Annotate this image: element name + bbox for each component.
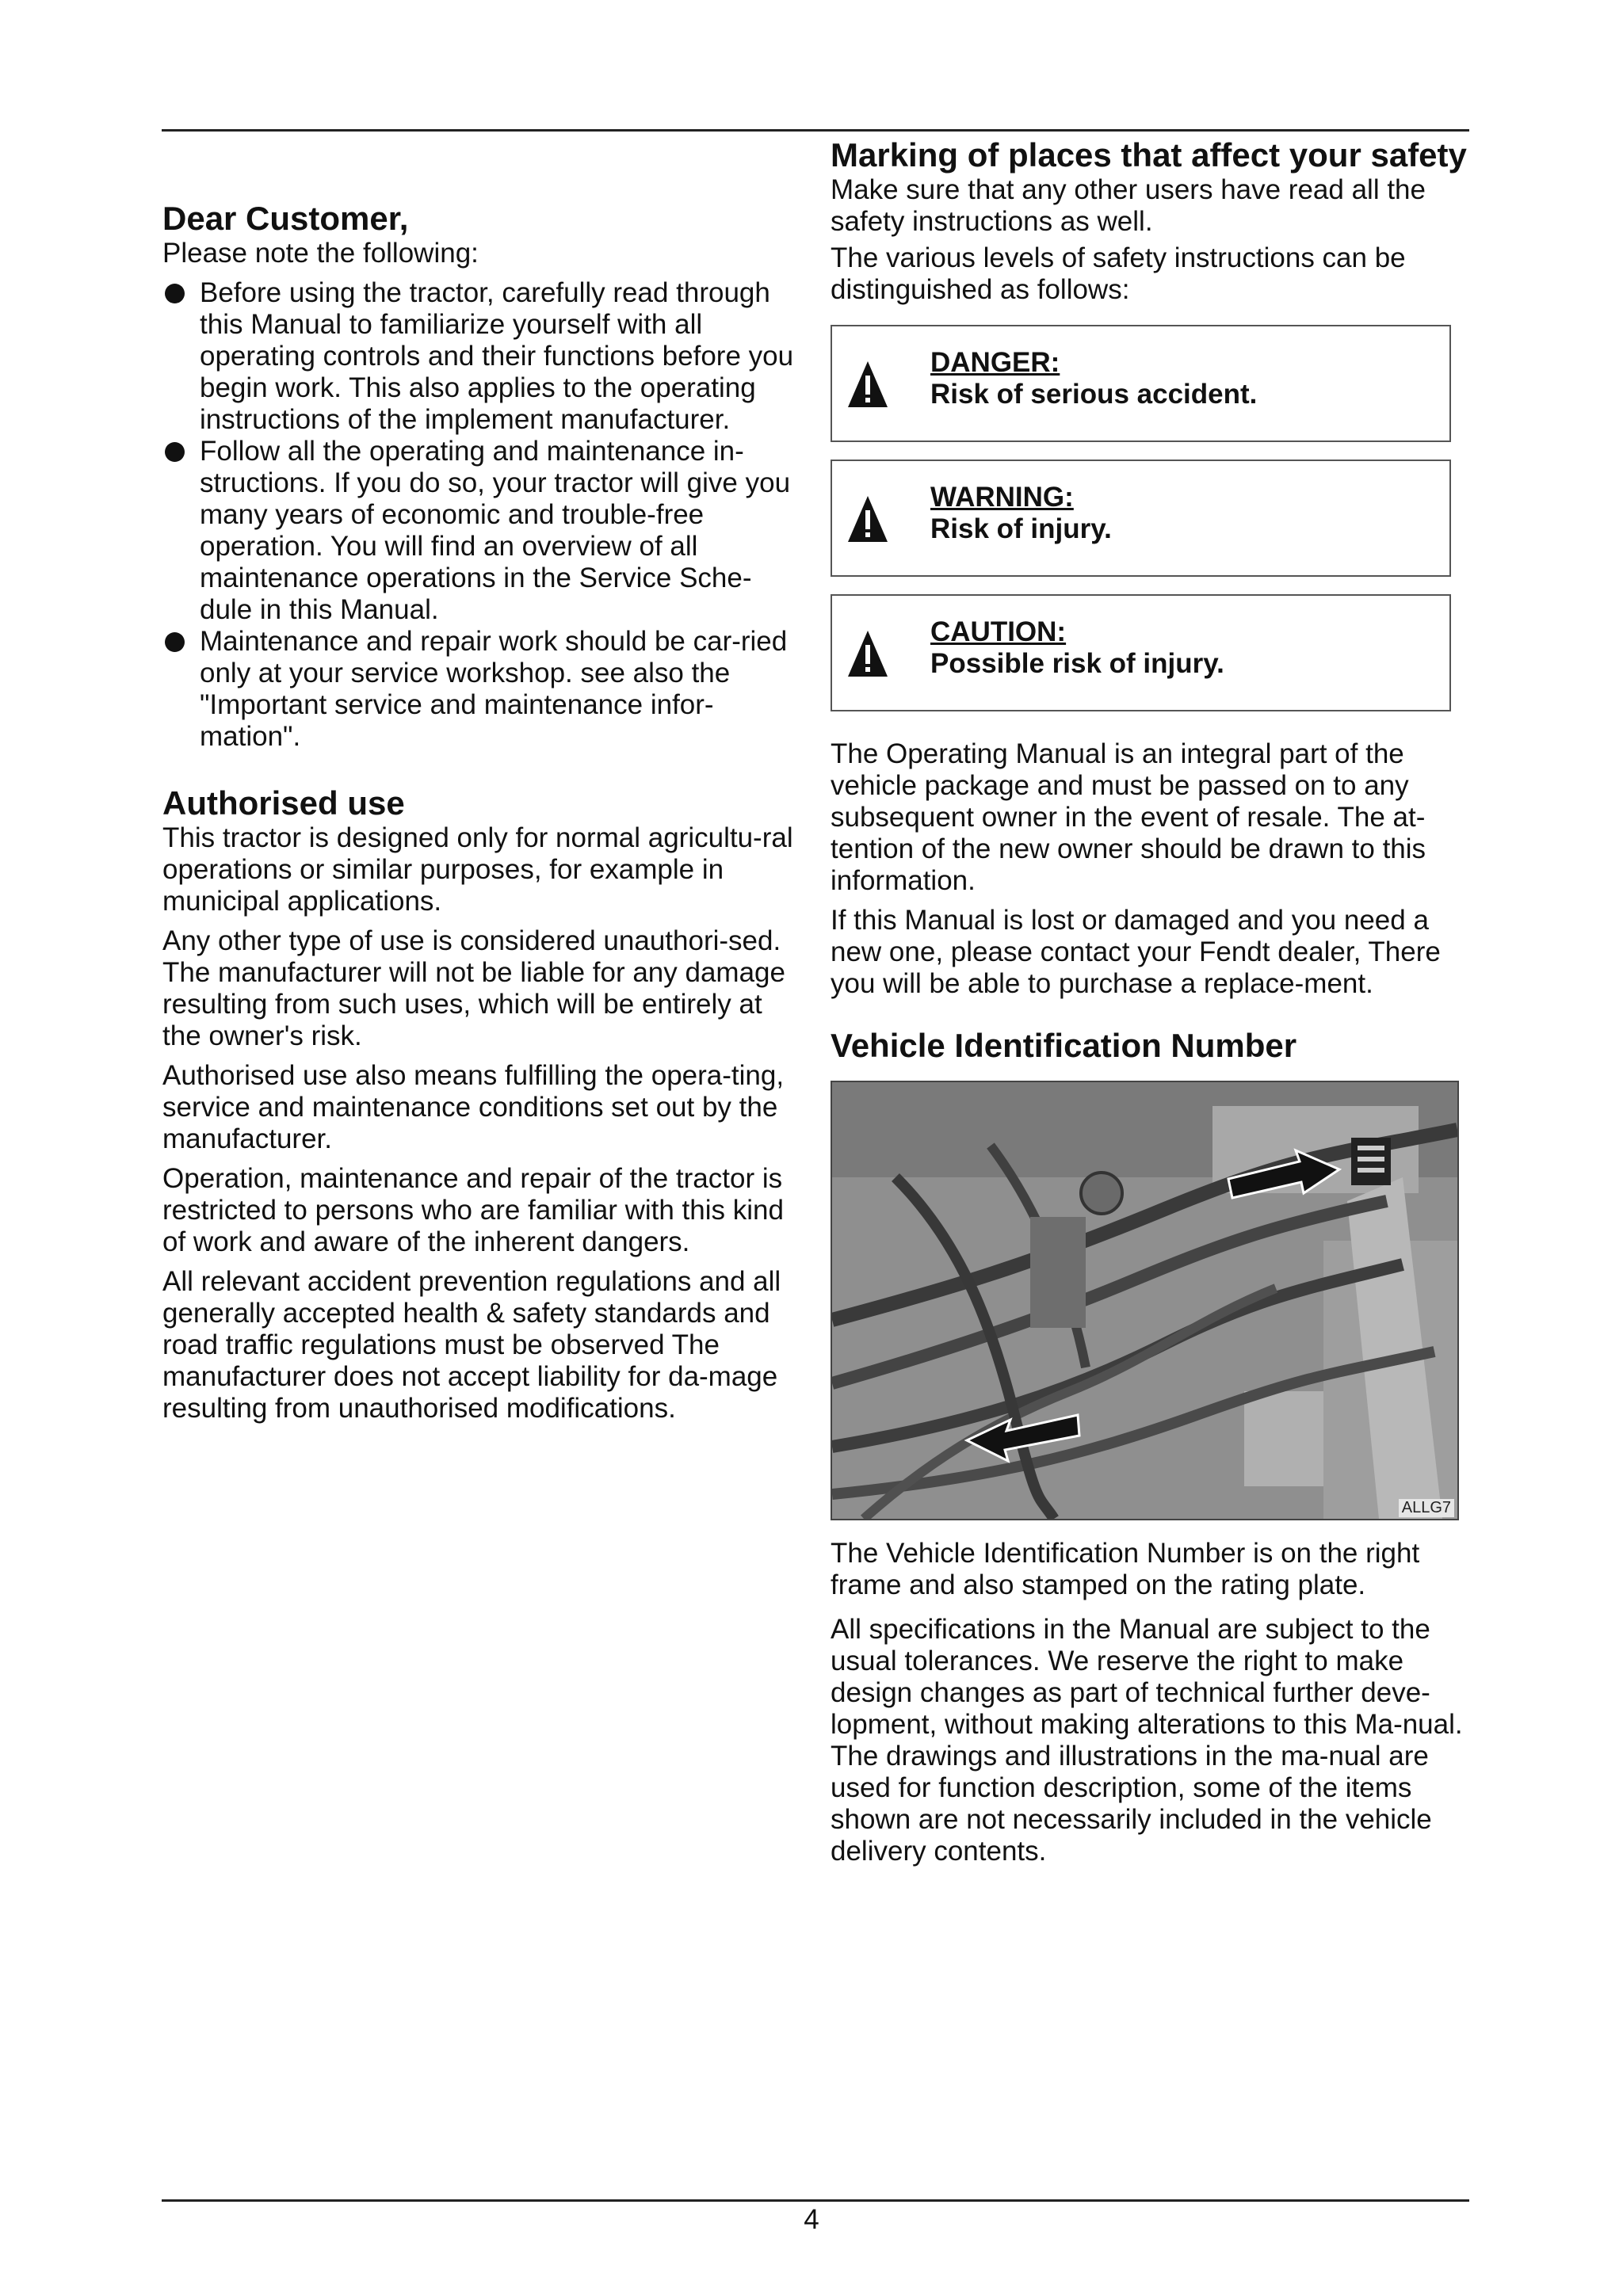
warning-box	[831, 460, 1451, 577]
intro-text: Please note the following:	[162, 238, 479, 269]
danger-box	[831, 325, 1451, 442]
tractor-frame-image	[832, 1082, 1457, 1519]
page-number: 4	[804, 2204, 819, 2235]
warning-triangle-icon	[846, 494, 889, 543]
paragraph: Authorised use also means fulfilling the opera-ting, service and maintenance conditions set out by the manufacturer.	[162, 1060, 785, 1154]
warning-triangle-icon	[846, 629, 889, 678]
bullet-list	[162, 277, 796, 753]
danger-text: Risk of serious accident.	[930, 379, 1258, 410]
warning-triangle-icon	[846, 360, 889, 409]
paragraph: The various levels of safety instructions can be distinguished as follows:	[831, 242, 1406, 305]
heading-dear-customer: Dear Customer,	[162, 200, 409, 237]
list-item: Before using the tractor, carefully read through this Manual to familiarize yourself with all operating controls and their functions before you begin work. This also applies to the operating instructions of the implement manufacturer.	[162, 277, 796, 436]
bullet-icon	[165, 284, 185, 303]
caution-title: CAUTION:	[930, 616, 1067, 647]
heading-vin: Vehicle Identification Number	[831, 1027, 1297, 1064]
danger-title: DANGER:	[930, 347, 1060, 378]
bottom-rule	[162, 2199, 1469, 2202]
paragraph: Any other type of use is considered unauthori-sed. The manufacturer will not be liable for any damage resulting from such uses, which will be entirely at the owner's risk.	[162, 925, 785, 1051]
heading-authorised-use: Authorised use	[162, 784, 405, 822]
warning-text: Risk of injury.	[930, 513, 1112, 544]
warning-title: WARNING:	[930, 482, 1074, 513]
paragraph: The Operating Manual is an integral part of the vehicle package and must be passed on to any subsequent owner in the event of resale. The at-tention of the new owner should be drawn to this information.	[831, 738, 1426, 896]
paragraph: If this Manual is lost or damaged and you need a new one, please contact your Fendt dealer, There you will be able to purchase a replace-ment.	[831, 905, 1441, 999]
caution-box	[831, 594, 1451, 711]
right-column	[831, 136, 1469, 1875]
bullet-icon	[165, 442, 185, 462]
bullet-icon	[165, 632, 185, 652]
figure-label: ALLG7	[1399, 1499, 1454, 1517]
paragraph: Make sure that any other users have read all the safety instructions as well.	[831, 174, 1426, 237]
heading-marking-safety: Marking of places that affect your safety	[831, 136, 1467, 174]
paragraph: The Vehicle Identification Number is on the right frame and also stamped on the rating plate.	[831, 1538, 1420, 1600]
paragraph: Operation, maintenance and repair of the tractor is restricted to persons who are familiar with this kind of work and aware of the inherent dangers.	[162, 1163, 784, 1257]
caution-text: Possible risk of injury.	[930, 648, 1224, 679]
left-column	[162, 200, 796, 1432]
vin-location-photo	[831, 1081, 1459, 1520]
top-rule	[162, 129, 1469, 132]
paragraph: This tractor is designed only for normal agricultu-ral operations or similar purposes, for example in municipal applications.	[162, 822, 793, 917]
list-item: Maintenance and repair work should be car-ried only at your service workshop. see also the "Important service and maintenance infor-mation".	[162, 626, 796, 753]
paragraph: All relevant accident prevention regulations and all generally accepted health & safety standards and road traffic regulations must be observed The manufacturer does not accept liability for da-mage resulting from unauthorised modifications.	[162, 1266, 781, 1424]
paragraph: All specifications in the Manual are subject to the usual tolerances. We reserve the right to make design changes as part of technical further deve-lopment, without making alterations to this Ma-nual. The drawings and illustrations in the ma-nual are used for function description, some of the items shown are not necessarily included in the vehicle delivery contents.	[831, 1614, 1463, 1867]
list-item: Follow all the operating and maintenance in-structions. If you do so, your tractor will give you many years of economic and trouble-free operation. You will find an overview of all maintenance operations in the Service Sche-dule in this Manual.	[162, 436, 796, 626]
